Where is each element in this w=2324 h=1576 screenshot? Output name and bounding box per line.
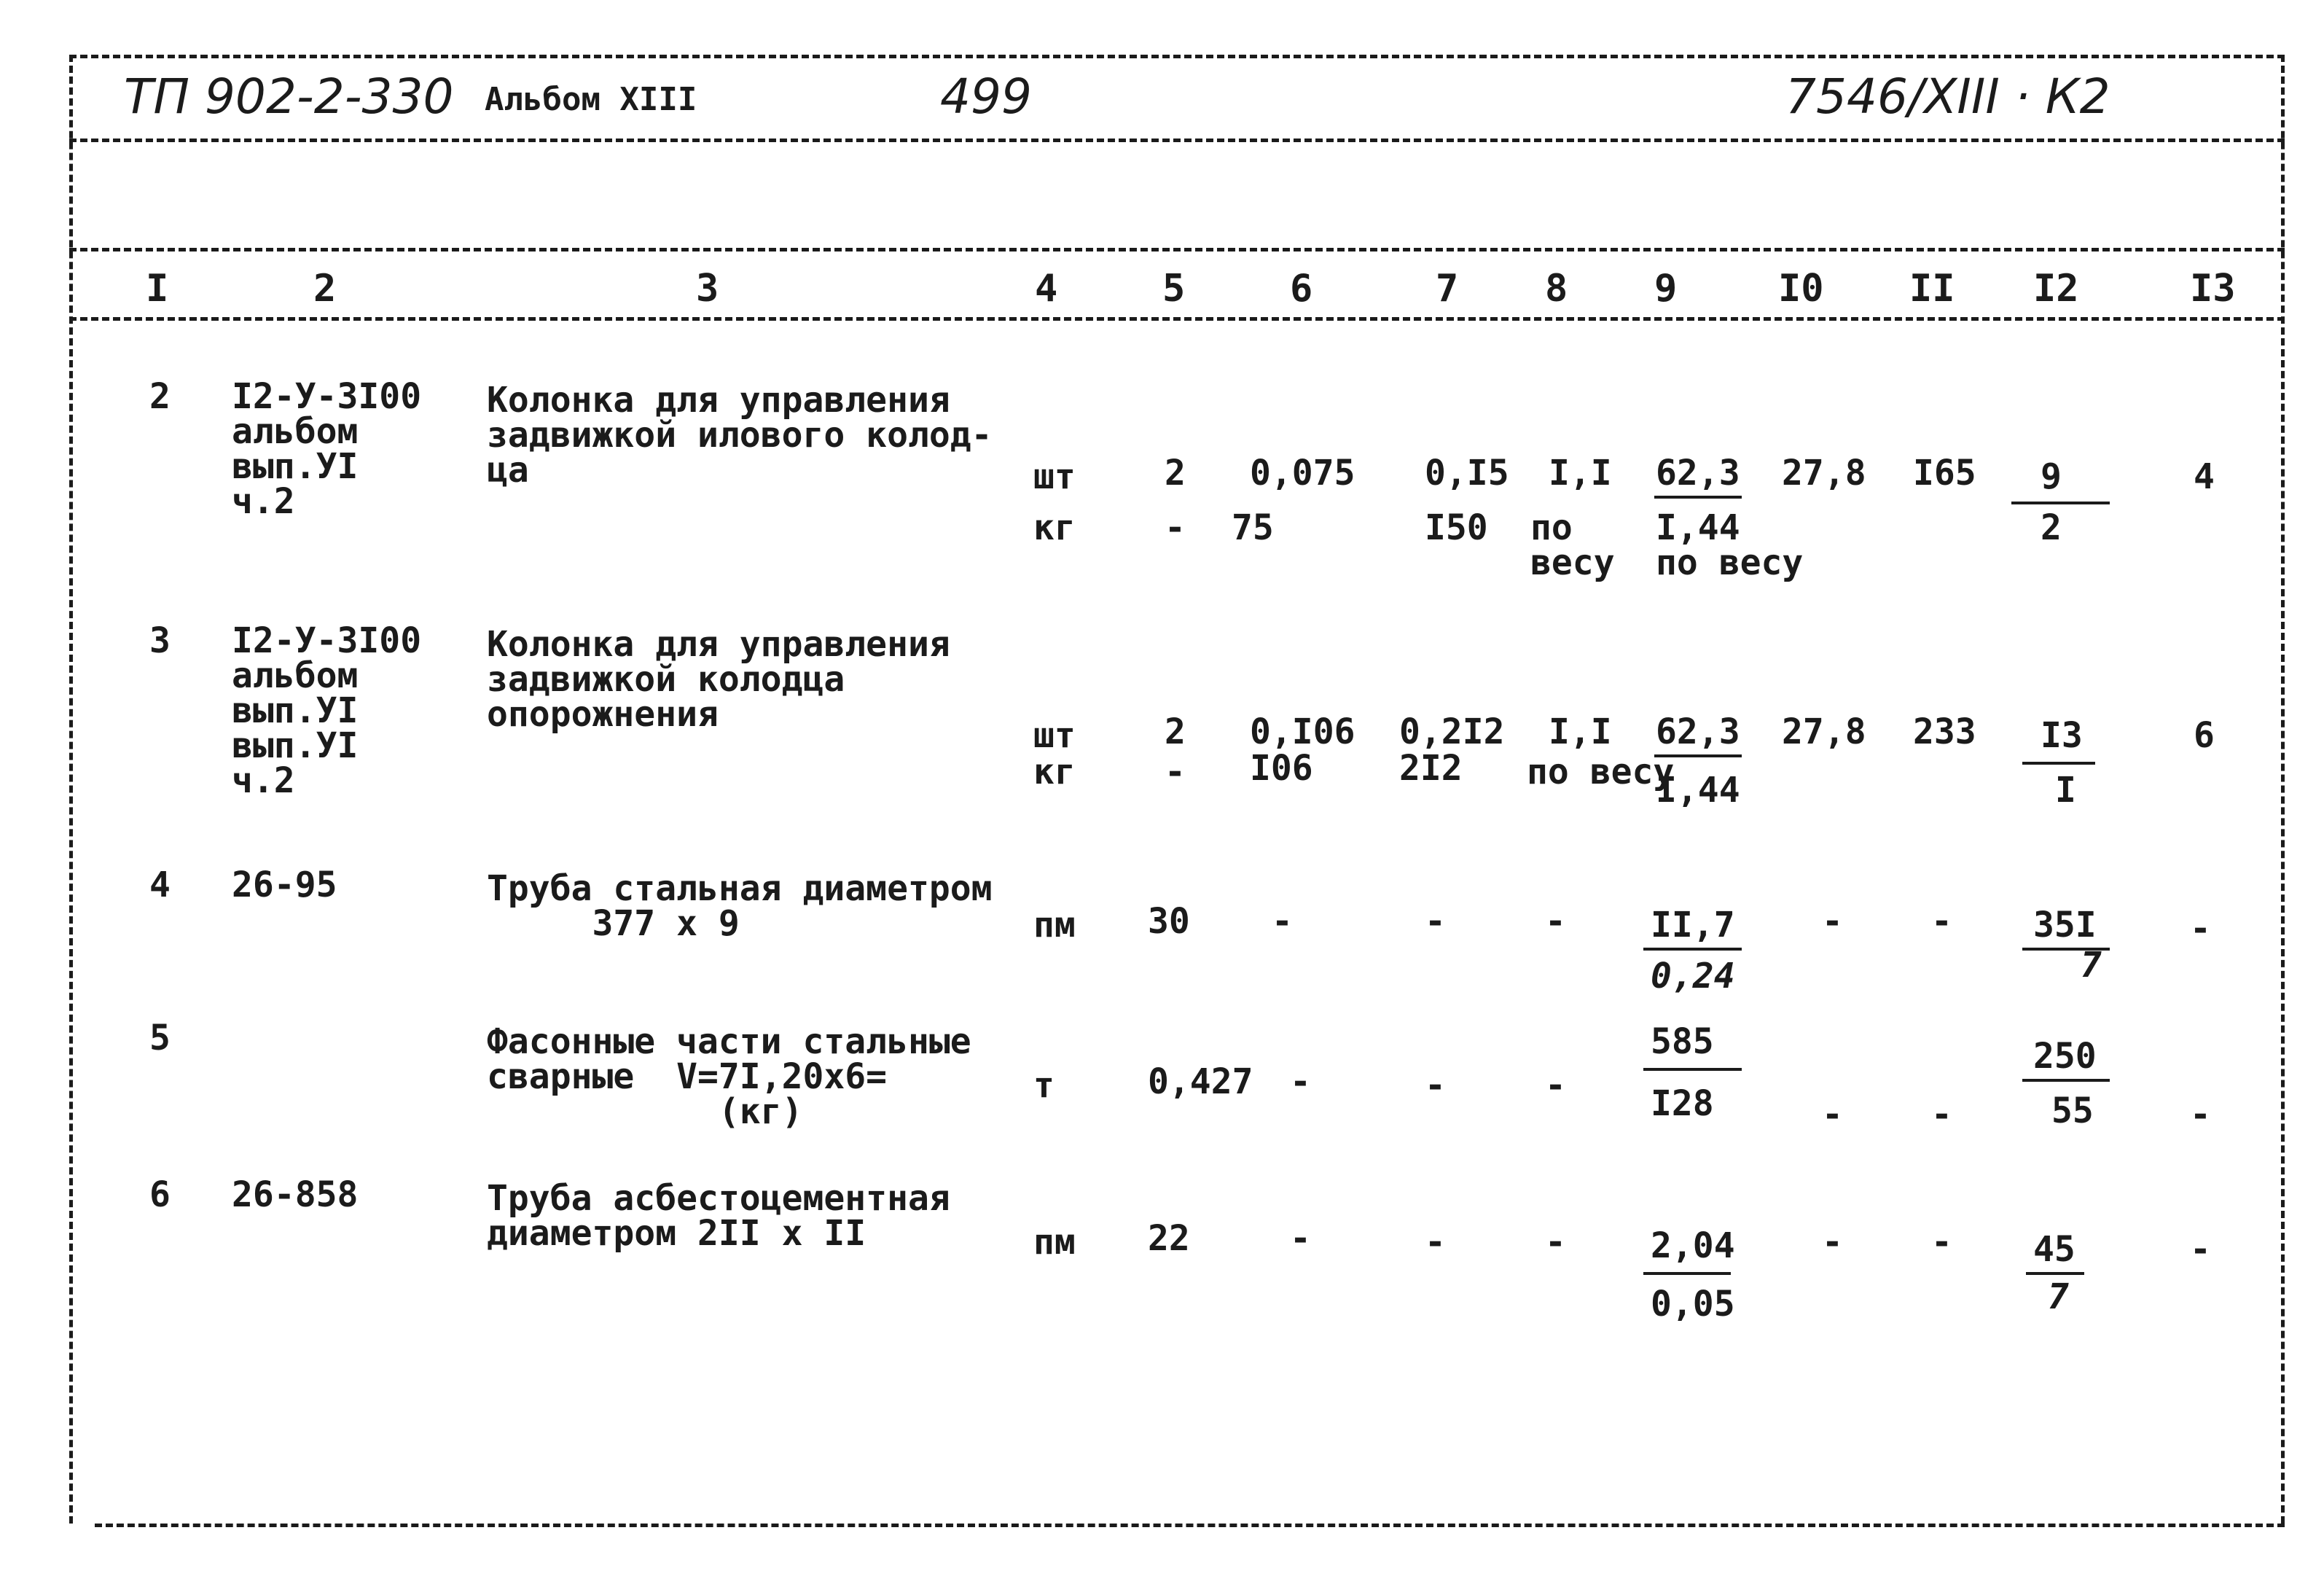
- col8-value: -: [1545, 901, 1566, 942]
- col-header-9: 9: [1654, 267, 1678, 311]
- col10-value: -: [1822, 1094, 1843, 1135]
- right-border: [2281, 55, 2285, 1524]
- col9-fraction-line: [1654, 754, 1742, 757]
- row-number: 3: [149, 620, 171, 661]
- col11-value: 233: [1913, 711, 1976, 752]
- col-header-4: 4: [1035, 267, 1058, 311]
- col6-value: -: [1290, 1061, 1311, 1102]
- col9-value-b: 0,05: [1651, 1284, 1735, 1325]
- col7-value: -: [1425, 1065, 1446, 1106]
- col9-value: 62,3: [1656, 453, 1740, 494]
- col-header-10: I0: [1778, 267, 1824, 311]
- col5-value: 0,427: [1148, 1061, 1253, 1102]
- col13-value: 4: [2194, 456, 2215, 497]
- unit-primary: т: [1033, 1065, 1055, 1106]
- col6-value-b: 75: [1232, 507, 1274, 548]
- col9-note: по весу: [1656, 542, 1804, 583]
- col5-value: 30: [1148, 901, 1190, 942]
- col8-value: I,I: [1549, 711, 1612, 752]
- sheet-number: 499: [940, 69, 1032, 125]
- col12-fraction-line: [2011, 502, 2110, 504]
- col7-value: -: [1425, 1222, 1446, 1263]
- unit-secondary: кг: [1033, 507, 1076, 548]
- col10-value: -: [1822, 1222, 1843, 1263]
- col13-value: -: [2190, 1094, 2211, 1135]
- col10-value: -: [1822, 901, 1843, 942]
- col12-numerator: 45: [2033, 1229, 2075, 1270]
- row-name: Труба стальная диаметром 377 x 9: [487, 868, 993, 944]
- top-border: [69, 55, 2285, 58]
- col5-value-b: -: [1165, 507, 1186, 548]
- col6-value: 0,I06: [1250, 711, 1355, 752]
- row-number: 2: [149, 376, 171, 417]
- col11-value: -: [1931, 901, 1952, 942]
- unit-secondary: кг: [1033, 752, 1076, 792]
- col6-value: 0,075: [1250, 453, 1355, 494]
- col8-value: -: [1545, 1065, 1566, 1106]
- col7-value: -: [1425, 901, 1446, 942]
- header-divider: [69, 139, 2285, 142]
- col10-value: 27,8: [1782, 711, 1866, 752]
- col6-value-b: I06: [1250, 748, 1313, 789]
- col-header-11: II: [1909, 267, 1955, 311]
- col9-value: II,7: [1651, 905, 1735, 945]
- col-header-2: 2: [313, 267, 337, 311]
- col9-fraction-line: [1643, 1272, 1731, 1275]
- album-label: Альбом XIII: [485, 81, 697, 118]
- col-header-3: 3: [696, 267, 719, 311]
- col-header-7: 7: [1436, 267, 1459, 311]
- col11-value: -: [1931, 1094, 1952, 1135]
- col6-value: -: [1290, 1218, 1311, 1259]
- unit-primary: пм: [1033, 905, 1076, 945]
- col8-value: I,I: [1549, 453, 1612, 494]
- col5-value: 2: [1165, 711, 1186, 752]
- col9-fraction-line: [1643, 1068, 1742, 1071]
- document-index: 7546/XIII · К2: [1785, 69, 2110, 125]
- row-name: Колонка для управления задвижкой илового колод- ца: [487, 380, 993, 491]
- col8-value: -: [1545, 1222, 1566, 1263]
- row-number: 6: [149, 1174, 171, 1215]
- col13-value: 6: [2194, 715, 2215, 756]
- col8-value-b: по весу: [1530, 507, 1615, 583]
- col5-value: 2: [1165, 453, 1186, 494]
- row-reference: I2-У-3I00 альбом вып.УI вып.УI ч.2: [232, 620, 422, 801]
- col9-fraction-line: [1643, 948, 1742, 951]
- bottom-border: [95, 1524, 2285, 1527]
- row-reference: 26-95: [232, 865, 337, 905]
- left-border: [69, 55, 73, 1524]
- col13-value: -: [2190, 908, 2211, 949]
- col9-value-b: 0,24: [1651, 956, 1735, 996]
- col9-value: 585: [1651, 1021, 1714, 1062]
- col12-fraction-line: [2026, 1272, 2084, 1275]
- col12-numerator: I3: [2041, 715, 2083, 756]
- col-header-6: 6: [1290, 267, 1313, 311]
- row-name: Фасонные части стальные сварные V=7I,20x6= (кг): [487, 1021, 971, 1132]
- col5-value: 22: [1148, 1218, 1190, 1259]
- col-header-13: I3: [2190, 267, 2236, 311]
- col9-fraction-line: [1654, 496, 1742, 499]
- col12-denominator: I: [2055, 770, 2076, 811]
- col11-value: -: [1931, 1222, 1952, 1263]
- col9-value: 62,3: [1656, 711, 1740, 752]
- col9-value: 2,04: [1651, 1225, 1735, 1266]
- col-header-8: 8: [1545, 267, 1568, 311]
- row-reference: I2-У-3I00 альбом вып.УI ч.2: [232, 376, 422, 522]
- col12-numerator: 9: [2041, 456, 2062, 497]
- col7-value-b: I50: [1425, 507, 1488, 548]
- col8-value-b: по весу: [1527, 752, 1675, 792]
- col-header-1: I: [146, 267, 169, 311]
- col13-value: -: [2190, 1229, 2211, 1270]
- column-header-bottom: [69, 317, 2285, 321]
- col7-value: 0,2I2: [1399, 711, 1505, 752]
- col9-value-b: I,44: [1656, 770, 1740, 811]
- unit-primary: шт: [1033, 456, 1076, 497]
- row-name: Труба асбестоцементная диаметром 2II x II: [487, 1178, 950, 1254]
- col12-fraction-line: [2022, 1079, 2110, 1082]
- col-header-12: I2: [2033, 267, 2079, 311]
- col7-value: 0,I5: [1425, 453, 1509, 494]
- unit-primary: шт: [1033, 715, 1076, 756]
- col12-denominator: 2: [2041, 507, 2062, 548]
- col12-denominator: 7: [2048, 1276, 2069, 1317]
- col7-value-b: 2I2: [1399, 748, 1463, 789]
- col12-denominator: 7: [2081, 945, 2102, 986]
- col12-numerator: 35I: [2033, 905, 2097, 945]
- col5-value-b: -: [1165, 752, 1186, 792]
- row-name: Колонка для управления задвижкой колодца опорожнения: [487, 624, 950, 735]
- doc-code: ТП 902-2-330: [124, 69, 454, 125]
- col6-value: -: [1272, 901, 1293, 942]
- col12-fraction-line: [2022, 762, 2095, 765]
- col11-value: I65: [1913, 453, 1976, 494]
- row-number: 5: [149, 1018, 171, 1058]
- col-header-5: 5: [1162, 267, 1186, 311]
- col9-value-b: I,44: [1656, 507, 1740, 548]
- col12-numerator: 250: [2033, 1036, 2097, 1077]
- unit-primary: пм: [1033, 1222, 1076, 1263]
- col12-denominator: 55: [2051, 1091, 2094, 1131]
- row-reference: 26-858: [232, 1174, 359, 1215]
- row-number: 4: [149, 865, 171, 905]
- col9-value-b: I28: [1651, 1083, 1714, 1124]
- col10-value: 27,8: [1782, 453, 1866, 494]
- column-header-top: [69, 248, 2285, 251]
